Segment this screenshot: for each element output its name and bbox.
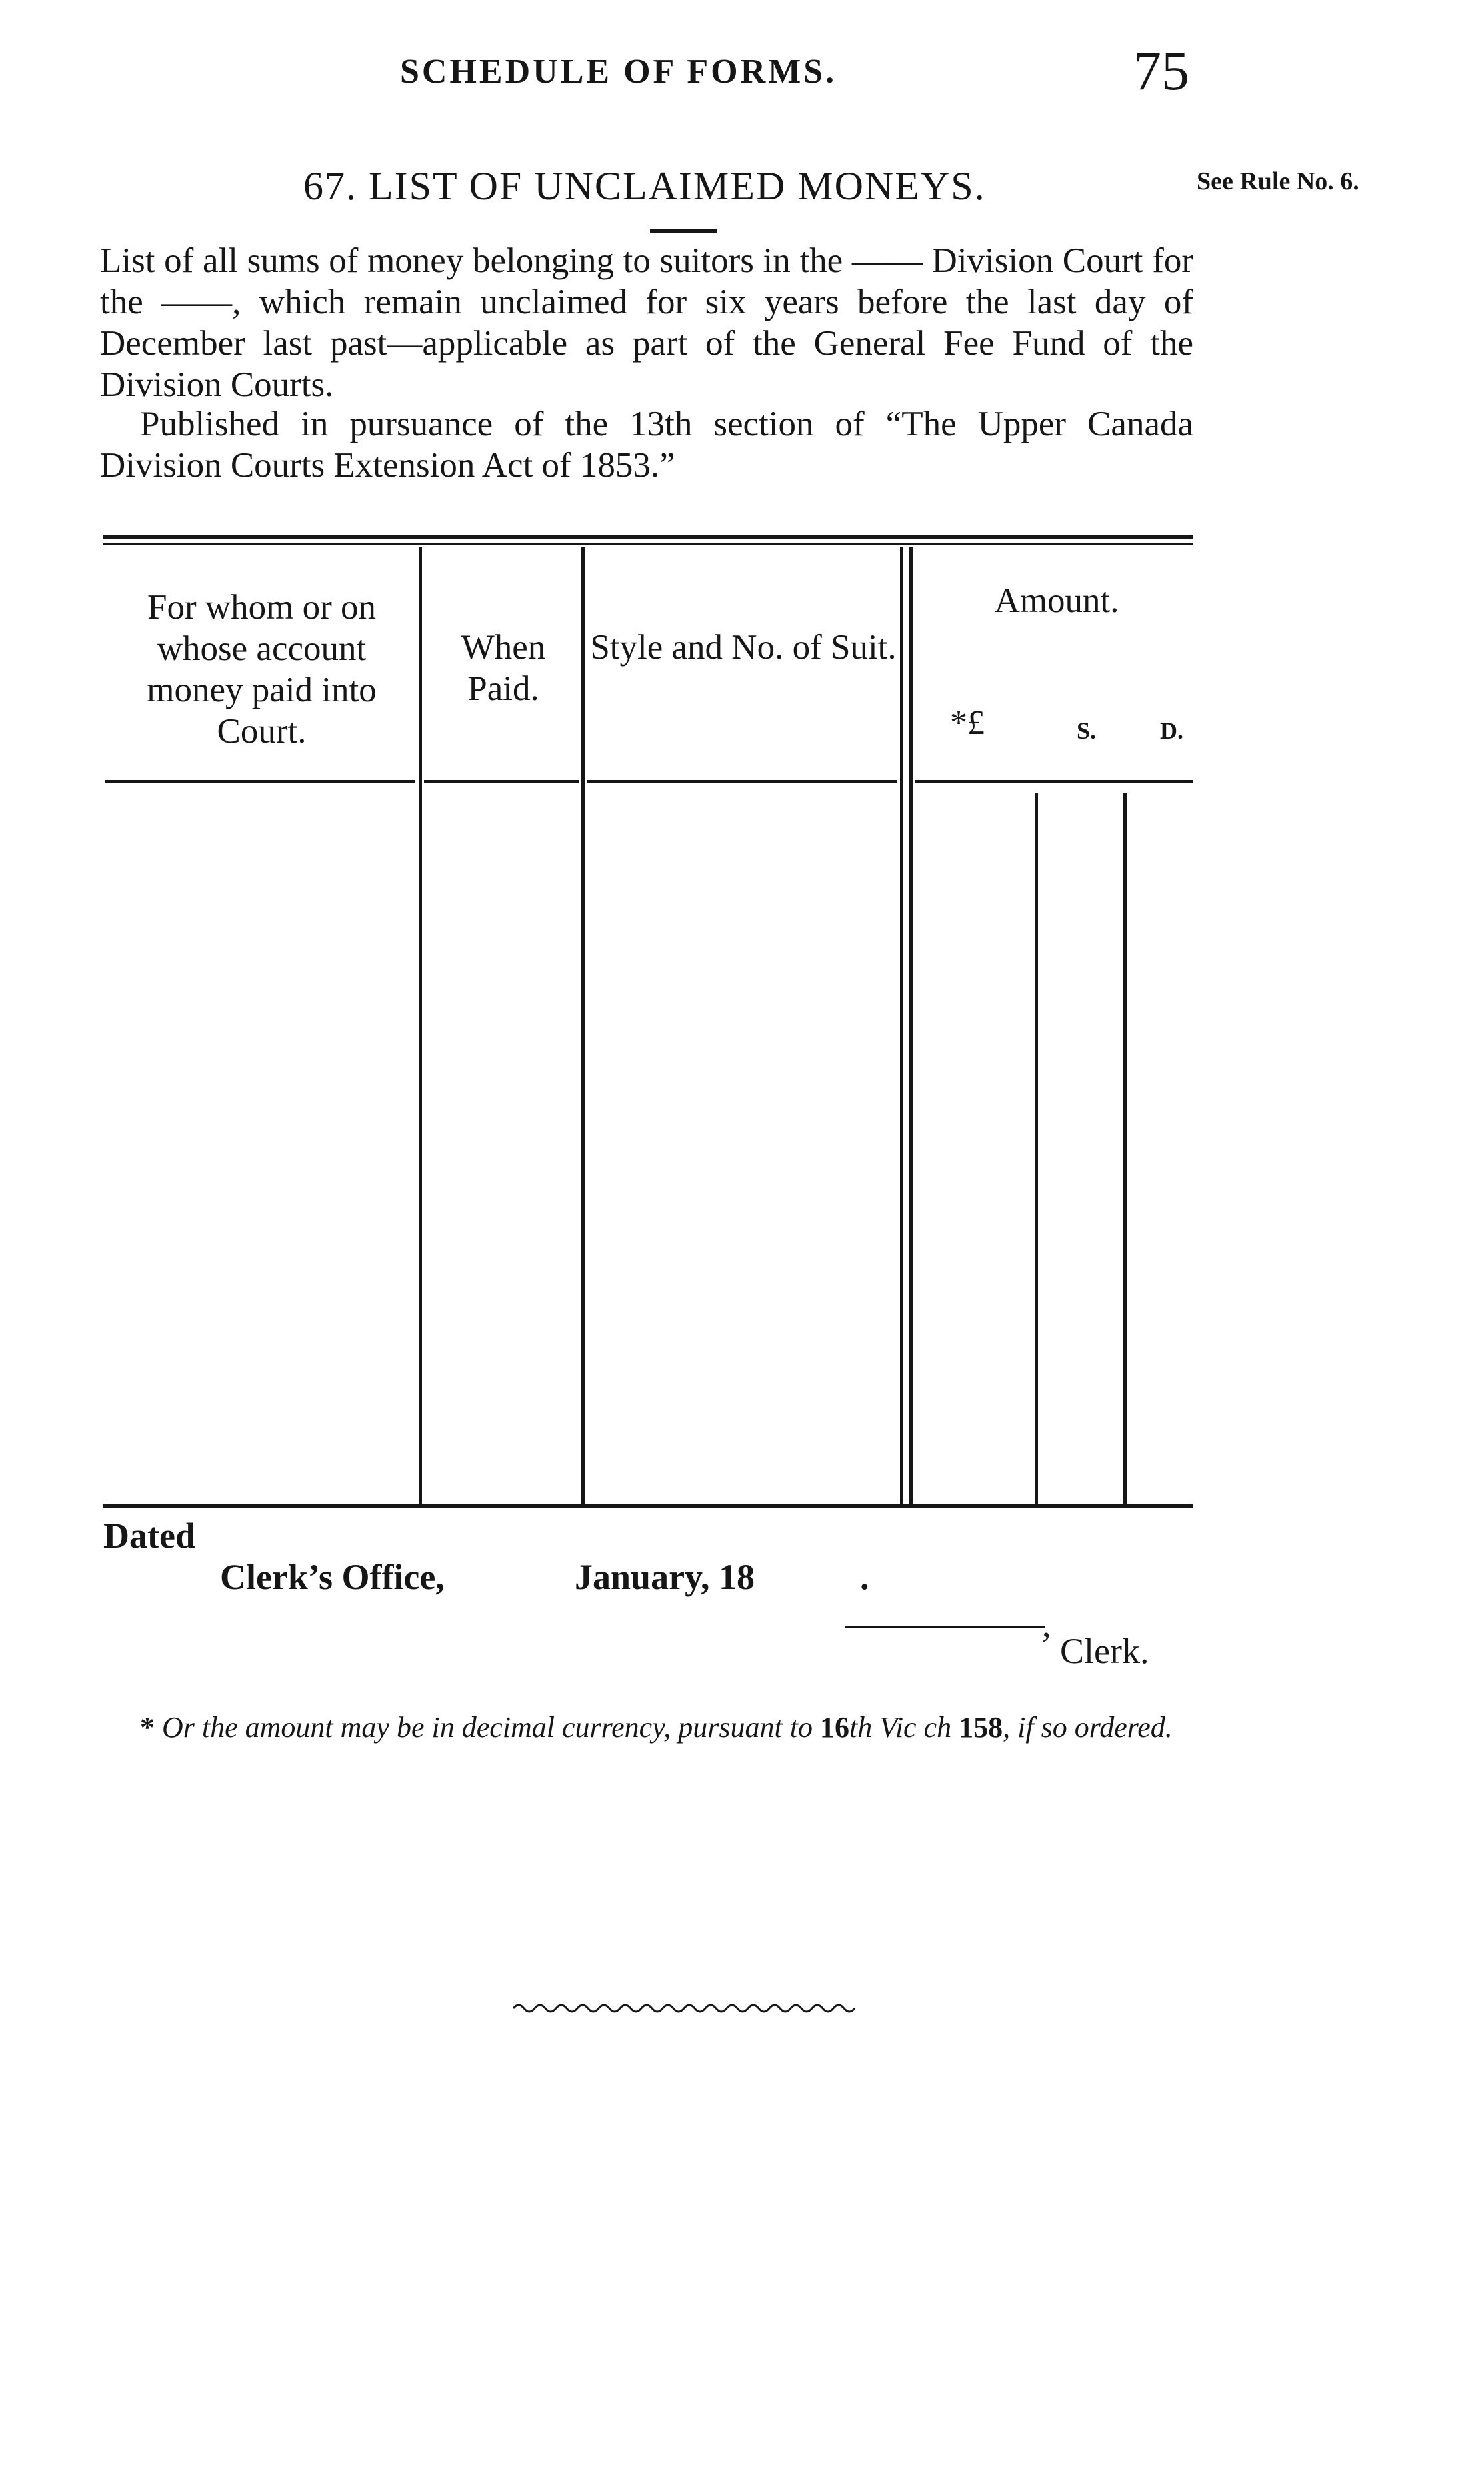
footnote <box>100 1708 1193 1747</box>
header-shillings: S. <box>1077 717 1097 744</box>
column-divider <box>581 547 585 1507</box>
header-amount: Amount. <box>994 581 1119 620</box>
column-divider <box>909 547 913 1507</box>
intro-paragraph: List of all sums of money belonging to suitors in the —— Division Court for the ——, which remain unclaimed for six years before the last day of December last past—applicable as part of the General Fee Fund of the Division Courts. <box>100 241 1193 404</box>
footnote-text: , if so ordered. <box>1003 1711 1173 1744</box>
footnote-star: * <box>140 1711 155 1744</box>
header-rule <box>424 780 579 783</box>
header-when-paid: When Paid. <box>461 628 546 708</box>
page-number: 75 <box>1133 40 1189 102</box>
wavy-ornament-rule <box>513 2000 860 2016</box>
footnote-vic-number: 16 <box>820 1711 849 1744</box>
table-top-thin-rule <box>103 543 1193 545</box>
footnote-text: th Vic ch <box>849 1711 959 1744</box>
dated-label: Dated <box>103 1516 195 1556</box>
header-rule <box>105 780 415 783</box>
publication-paragraph: Published in pursuance of the 13th section of “The Upper Canada Division Courts Extension Act of 1853.” <box>100 405 1193 485</box>
form-title: 67. LIST OF UNCLAIMED MONEYS. <box>303 164 986 208</box>
signature-comma: , <box>1042 1604 1051 1644</box>
footnote-text: Or the amount may be in decimal currency, pursuant to <box>162 1711 820 1744</box>
table-bottom-rule <box>103 1504 1193 1508</box>
header-pence: D. <box>1160 717 1183 744</box>
header-rule <box>915 780 1193 783</box>
date-period: . <box>860 1557 869 1597</box>
signature-line <box>845 1626 1045 1628</box>
running-head: SCHEDULE OF FORMS. <box>400 53 837 91</box>
date-label: January, 18 <box>575 1557 755 1597</box>
header-payee: For whom or on whose account money paid into Court. <box>147 588 377 751</box>
header-rule <box>587 780 897 783</box>
column-divider <box>1035 793 1038 1507</box>
title-rule <box>650 229 717 233</box>
header-pounds: *£ <box>950 704 985 742</box>
column-divider <box>419 547 422 1507</box>
table-top-thick-rule <box>103 535 1193 539</box>
clerks-office-label: Clerk’s Office, <box>220 1557 445 1597</box>
header-style-suit: Style and No. of Suit. <box>590 628 897 667</box>
column-divider <box>900 547 903 1507</box>
footnote-chapter-number: 158 <box>959 1711 1003 1744</box>
clerk-label: Clerk. <box>1060 1631 1149 1671</box>
rule-reference: See Rule No. 6. <box>1197 167 1359 195</box>
column-divider <box>1123 793 1127 1507</box>
